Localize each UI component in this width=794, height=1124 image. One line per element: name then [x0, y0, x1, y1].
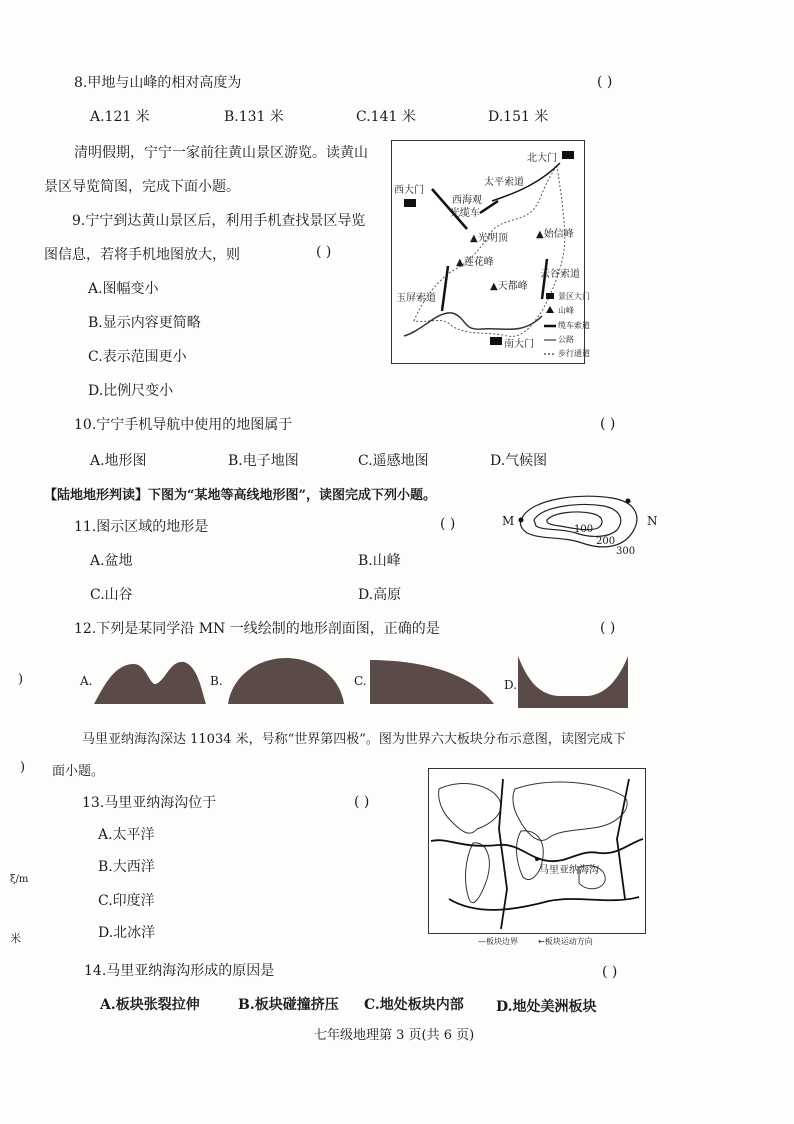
- q10-stem: 10.宁宁手机导航中使用的地图属于: [74, 417, 293, 433]
- plate-distribution-map: [428, 768, 646, 934]
- mariana-intro-line2: 面小题。: [52, 764, 105, 779]
- park-boundary: [414, 166, 565, 336]
- highway-line: [404, 313, 542, 336]
- huangshan-intro-line1: 清明假期，宁宁一家前往黄山景区游览。读黄山: [74, 145, 368, 161]
- label-shixin: ▲始信峰: [536, 229, 574, 240]
- q9-option-a: A.图幅变小: [88, 281, 159, 297]
- plate-map-drawing: [429, 769, 645, 933]
- q13-option-c: C.印度洋: [98, 893, 155, 909]
- page-footer: 七年级地理第 3 页(共 6 页): [314, 1028, 475, 1043]
- profile-d: [518, 656, 628, 710]
- label-m: M: [502, 514, 515, 528]
- legend-trail-label: 步行通道: [558, 349, 590, 358]
- q13-option-d: D.北冰洋: [98, 925, 156, 941]
- q13-stem: 13.马里亚纳海沟位于: [82, 795, 217, 811]
- label-mariana-trench: 马里亚纳海沟: [539, 865, 599, 876]
- huangshan-guide-map: [391, 140, 590, 364]
- q11-stem: 11.图示区域的地形是: [74, 519, 209, 535]
- q8-stem: 8.甲地与山峰的相对高度为: [74, 75, 242, 91]
- legend-gate-label: 景区大门: [558, 292, 590, 301]
- q13-option-a: A.太平洋: [98, 827, 155, 843]
- label-west-gate: 西大门: [394, 185, 424, 196]
- contour-label-100: 100: [574, 524, 594, 535]
- q14-option-d: D.地处美洲板块: [496, 999, 597, 1015]
- south-gate-icon: [490, 337, 502, 345]
- margin-mark-2: ): [20, 760, 26, 775]
- q12-option-c-label: C.: [354, 674, 367, 688]
- q9-option-d: D.比例尺变小: [88, 383, 174, 399]
- label-xihai-2: 光缆车: [450, 208, 480, 219]
- q11-option-b: B.山峰: [358, 553, 401, 569]
- q9-answer-paren: ( ): [316, 244, 332, 260]
- q9-stem-line2: 图信息，若将手机地图放大，则: [44, 247, 240, 263]
- legend-plate-motion-label: 板块运动方向: [544, 937, 593, 946]
- q12-option-b-label: B.: [210, 674, 223, 688]
- point-m: [519, 518, 524, 523]
- margin-mark-3: ξ/m: [10, 874, 29, 885]
- q11-option-a: A.盆地: [90, 553, 133, 569]
- q12-option-a-label: A.: [80, 674, 93, 688]
- north-america-outline: [439, 784, 501, 834]
- q10-option-d: D.气候图: [490, 453, 548, 469]
- west-gate-icon: [404, 199, 416, 207]
- contour-outer: [520, 496, 636, 547]
- legend-gate-icon: [546, 293, 554, 299]
- margin-mark-4: 米: [10, 932, 21, 945]
- label-xihai: 西海观: [452, 195, 482, 206]
- q9-stem-line1: 9.宁宁到达黄山景区后，利用手机查找景区导览: [72, 213, 366, 229]
- q11-answer-paren: ( ): [440, 516, 456, 532]
- q8-option-c: C.141 米: [356, 109, 416, 125]
- q10-option-c: C.遥感地图: [358, 453, 429, 469]
- q10-answer-paren: ( ): [600, 416, 616, 432]
- label-taiping-cable: 太平索道: [484, 177, 524, 188]
- label-yuping-cable: 玉屏索道: [396, 293, 436, 304]
- q14-answer-paren: ( ): [602, 964, 618, 980]
- legend-cable-label: 缆车索道: [558, 321, 590, 330]
- q14-option-b: B.板块碰撞挤压: [238, 997, 339, 1013]
- profile-b-shape: [228, 658, 344, 704]
- q10-option-b: B.电子地图: [228, 453, 299, 469]
- q10-option-a: A.地形图: [90, 453, 147, 469]
- legend-plate-motion: ←板块运动方向: [538, 937, 593, 946]
- profile-a-shape: [94, 662, 206, 704]
- q13-option-b: B.大西洋: [98, 859, 155, 875]
- q9-option-b: B.显示内容更简略: [88, 315, 201, 331]
- q13-answer-paren: ( ): [354, 794, 370, 810]
- north-gate-icon: [562, 151, 574, 159]
- q8-option-b: B.131 米: [224, 109, 284, 125]
- q9-option-c: C.表示范围更小: [88, 349, 187, 365]
- south-america-outline: [466, 843, 490, 903]
- huangshan-intro-line2: 景区导览简图，完成下面小题。: [44, 179, 240, 195]
- legend-plate-boundary-label: 板块边界: [486, 937, 518, 946]
- label-lianhua: ▲莲花峰: [456, 257, 494, 268]
- contour-label-300: 300: [616, 546, 636, 557]
- q12-answer-paren: ( ): [600, 620, 616, 636]
- q14-option-c: C.地处板块内部: [364, 997, 464, 1013]
- legend-peak-label: 山峰: [558, 306, 574, 315]
- contour-intro: 【陆地地形判读】下图为“某地等高线地形图”，读图完成下列小题。: [44, 488, 436, 503]
- label-tiandu: ▲天都峰: [490, 281, 528, 292]
- label-south-gate: 南大门: [504, 339, 534, 350]
- mariana-intro-line1: 马里亚纳海沟深达 11034 米，号称“世界第四极”。图为世界六大板块分布示意图，读图完成下: [82, 732, 626, 747]
- q8-answer-paren: ( ): [597, 74, 613, 90]
- legend-road-label: 公路: [558, 335, 574, 344]
- yuping-cable: [442, 266, 448, 311]
- contour-label-200: 200: [596, 536, 616, 547]
- label-n: N: [647, 514, 658, 528]
- q12-stem: 12.下列是某同学沿 MN 一线绘制的地形剖面图，正确的是: [74, 621, 440, 637]
- label-north-gate: 北大门: [527, 153, 557, 164]
- taiping-cable: [480, 201, 498, 213]
- label-guangming: ▲光明顶: [470, 233, 508, 244]
- legend-peak-icon: [546, 306, 554, 313]
- point-n: [626, 499, 631, 504]
- q14-option-a: A.板块张裂拉伸: [100, 997, 200, 1013]
- q14-stem: 14.马里亚纳海沟形成的原因是: [84, 963, 275, 979]
- plate-boundary-4: [617, 779, 629, 899]
- q8-option-a: A.121 米: [90, 109, 150, 125]
- label-yungu-cable: 云谷索道: [540, 269, 580, 280]
- contour-map: [502, 488, 662, 568]
- q8-option-d: D.151 米: [488, 109, 549, 125]
- profile-c: [370, 656, 494, 706]
- legend-plate-boundary: —板块边界: [478, 937, 518, 946]
- q11-option-d: D.高原: [358, 587, 402, 603]
- margin-mark-1: ): [18, 672, 24, 687]
- profile-d-shape: [518, 656, 628, 708]
- profile-a: [94, 656, 206, 706]
- q11-option-c: C.山谷: [90, 587, 133, 603]
- profile-c-shape: [370, 660, 494, 704]
- profile-b: [228, 656, 344, 706]
- q12-option-d-label: D.: [504, 678, 518, 692]
